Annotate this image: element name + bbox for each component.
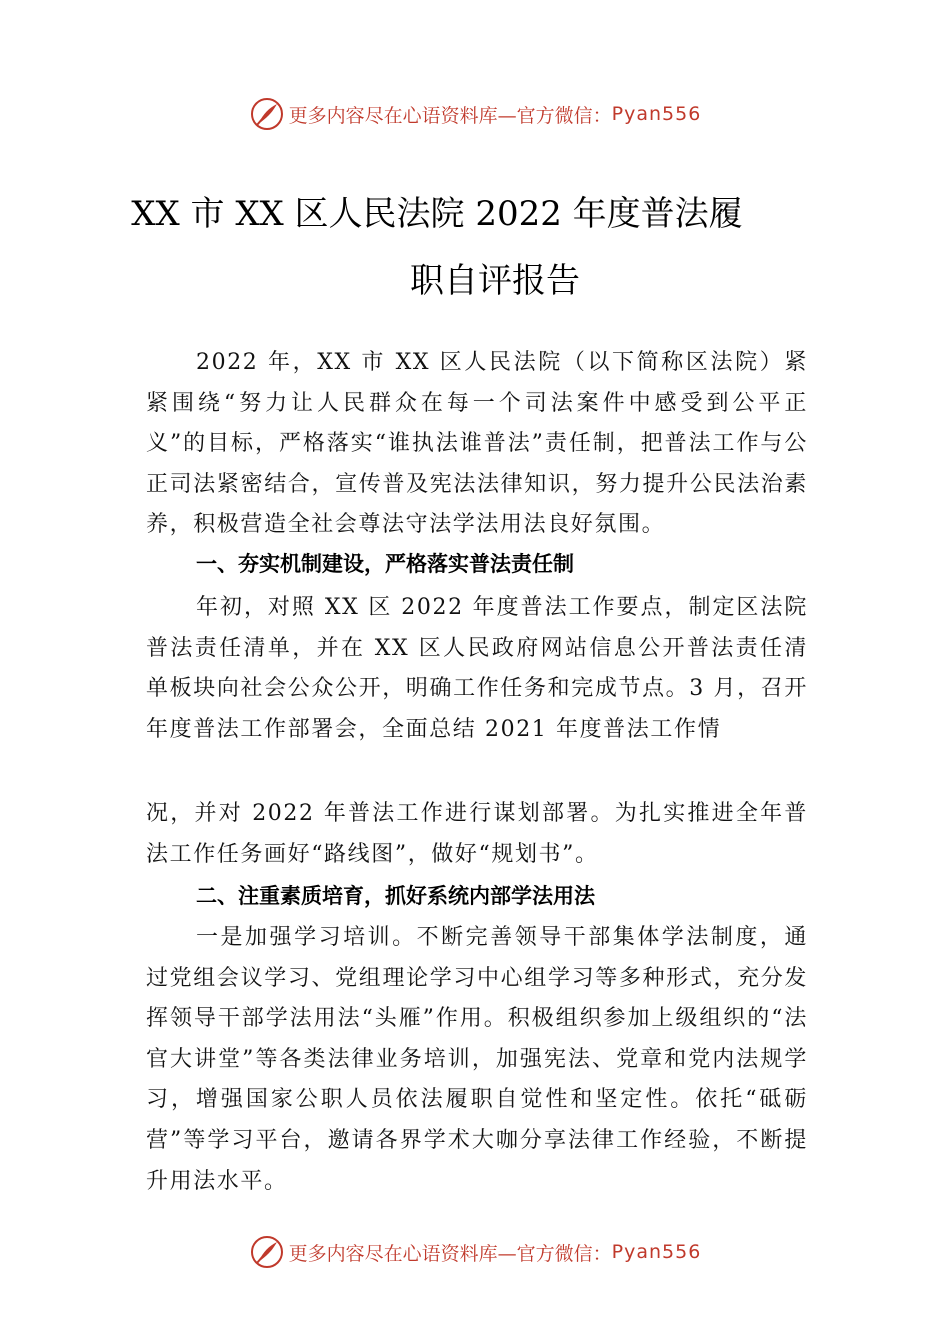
document-title-line-1: XX 市 XX 区人民法院 2022 年度普法履	[131, 194, 743, 234]
watermark-account: Pyan556	[611, 103, 702, 125]
watermark-account: Pyan556	[611, 1241, 702, 1263]
section-1-paragraph-b: 况，并对 2022 年普法工作进行谋划部署。为扎实推进全年普法工作任务画好“路线图”，做好“规划书”。	[146, 801, 808, 867]
section-1-paragraph-a: 年初，对照 XX 区 2022 年度普法工作要点，制定区法院普法责任清单，并在 XX 区人民政府网站信息公开普法责任清单板块向社会公众公开，明确工作任务和完成节点。3 月，召开年度普法工作部署会，全面总结 2021 年度普法工作情	[146, 595, 808, 742]
section-2-paragraph: 一是加强学习培训。不断完善领导干部集体学法制度，通过党组会议学习、党组理论学习中心组学习等多种形式，充分发挥领导干部学法用法“头雁”作用。积极组织参加上级组织的“法官大讲堂”等各类法律业务培训，加强宪法、党章和党内法规学习，增强国家公职人员依法履职自觉性和坚定性。依托“砥砺营”等学习平台，邀请各界学术大咖分享法律工作经验，不断提升用法水平。	[146, 925, 808, 1194]
feather-pen-icon	[249, 1234, 285, 1270]
watermark-text: 更多内容尽在心语资料库—官方微信：	[288, 104, 612, 127]
intro-paragraph: 2022 年，XX 市 XX 区人民法院（以下简称区法院）紧紧围绕“努力让人民群众在每一个司法案件中感受到公平正义”的目标，严格落实“谁执法谁普法”责任制，把普法工作与公正司法紧密结合，宣传普及宪法法律知识，努力提升公民法治素养，积极营造全社会尊法守法学法用法良好氛围。	[146, 350, 808, 538]
watermark-text: 更多内容尽在心语资料库—官方微信：	[288, 1242, 612, 1265]
feather-pen-icon	[249, 96, 285, 132]
bottom-watermark-banner	[0, 1232, 950, 1272]
top-watermark-banner	[0, 94, 950, 134]
section-2-heading: 二、注重素质培育，抓好系统内部学法用法	[196, 884, 595, 908]
section-1-heading: 一、夯实机制建设，严格落实普法责任制	[196, 552, 574, 576]
document-title-line-2: 职自评报告	[410, 261, 580, 301]
